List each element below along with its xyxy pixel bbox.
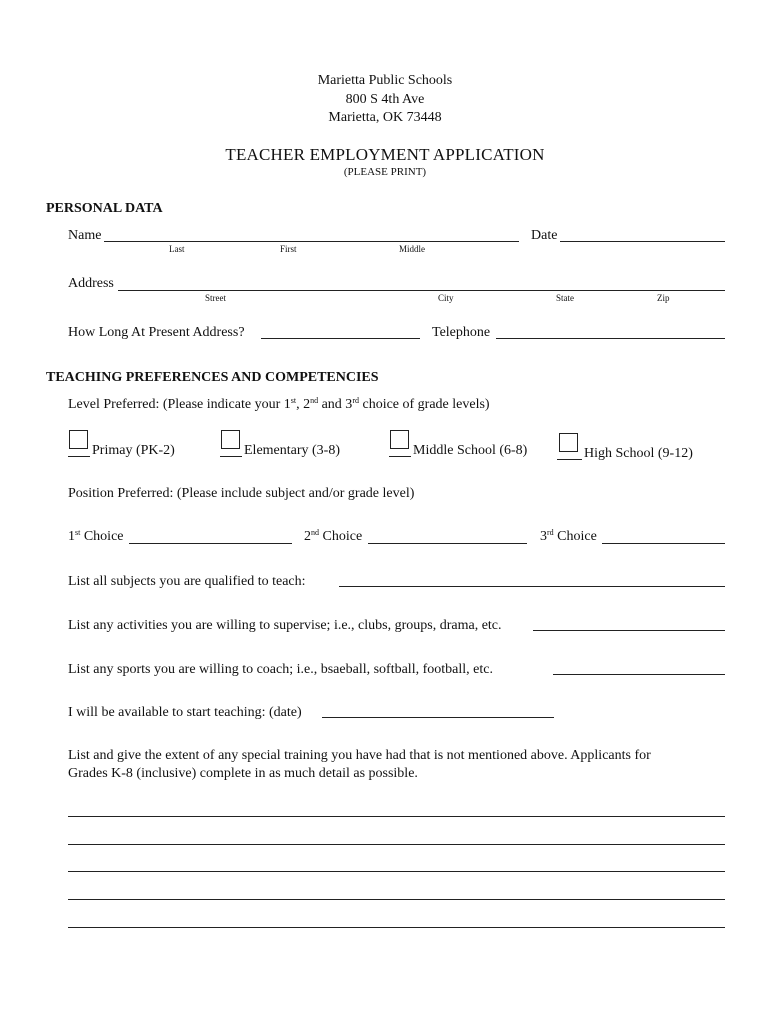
school-street: 800 S 4th Ave: [345, 92, 425, 107]
activities-field[interactable]: [533, 630, 725, 631]
address-field[interactable]: [118, 290, 725, 291]
personal-data-heading: PERSONAL DATA: [46, 201, 163, 216]
special-training-text-1: List and give the extent of any special training you have had that is not mentioned above. Applicants for: [68, 748, 651, 763]
activities-label: List any activities you are willing to supervise; i.e., clubs, groups, drama, etc.: [68, 618, 502, 633]
level-label-elementary: Elementary (3-8): [244, 443, 341, 458]
subjects-field[interactable]: [339, 586, 725, 587]
level-checkbox-elementary[interactable]: [221, 430, 240, 449]
position-preferred-label: Position Preferred: (Please include subject and/or grade level): [68, 486, 415, 501]
special-training-line-4[interactable]: [68, 899, 725, 900]
date-field[interactable]: [560, 241, 725, 242]
third-choice-field[interactable]: [602, 543, 725, 544]
level-checkbox-middle[interactable]: [390, 430, 409, 449]
special-training-line-5[interactable]: [68, 927, 725, 928]
level-rank-primary[interactable]: [68, 456, 90, 457]
level-rank-middle[interactable]: [389, 456, 411, 457]
form-subtitle: (PLEASE PRINT): [343, 166, 427, 178]
name-field[interactable]: [104, 241, 519, 242]
teaching-heading: TEACHING PREFERENCES AND COMPETENCIES: [46, 370, 379, 385]
telephone-label: Telephone: [432, 325, 491, 340]
address-hint-state: State: [556, 293, 574, 303]
level-preferred-label: Level Preferred: (Please indicate your 1st, 2nd and 3rd choice of grade levels): [68, 396, 490, 412]
how-long-label: How Long At Present Address?: [68, 325, 245, 340]
school-city: Marietta, OK 73448: [328, 110, 442, 125]
name-hint-last: Last: [169, 244, 185, 254]
name-label: Name: [68, 228, 102, 243]
first-choice-field[interactable]: [129, 543, 292, 544]
special-training-line-2[interactable]: [68, 844, 725, 845]
how-long-field[interactable]: [261, 338, 420, 339]
sports-field[interactable]: [553, 674, 725, 675]
first-choice-label: 1st Choice: [68, 528, 124, 544]
level-checkbox-primary[interactable]: [69, 430, 88, 449]
name-hint-middle: Middle: [399, 244, 425, 254]
second-choice-label: 2nd Choice: [304, 528, 363, 544]
level-label-high: High School (9-12): [584, 446, 693, 461]
address-hint-street: Street: [205, 293, 226, 303]
form-title: TEACHER EMPLOYMENT APPLICATION: [225, 145, 545, 164]
school-name: Marietta Public Schools: [317, 73, 453, 88]
address-hint-zip: Zip: [657, 293, 670, 303]
special-training-line-1[interactable]: [68, 816, 725, 817]
available-date-field[interactable]: [322, 717, 554, 718]
second-choice-field[interactable]: [368, 543, 527, 544]
telephone-field[interactable]: [496, 338, 725, 339]
level-rank-elementary[interactable]: [220, 456, 242, 457]
level-rank-high[interactable]: [557, 459, 582, 460]
available-label: I will be available to start teaching: (date): [68, 705, 302, 720]
level-label-primary: Primay (PK-2): [92, 443, 175, 458]
date-label: Date: [531, 228, 558, 243]
sports-label: List any sports you are willing to coach; i.e., bsaeball, softball, football, etc.: [68, 662, 493, 677]
address-label: Address: [68, 276, 114, 291]
name-hint-first: First: [280, 244, 297, 254]
level-label-middle: Middle School (6-8): [413, 443, 528, 458]
special-training-line-3[interactable]: [68, 871, 725, 872]
subjects-label: List all subjects you are qualified to teach:: [68, 574, 306, 589]
special-training-text-2: Grades K-8 (inclusive) complete in as much detail as possible.: [68, 766, 418, 781]
address-hint-city: City: [438, 293, 454, 303]
level-checkbox-high[interactable]: [559, 433, 578, 452]
third-choice-label: 3rd Choice: [540, 528, 597, 544]
